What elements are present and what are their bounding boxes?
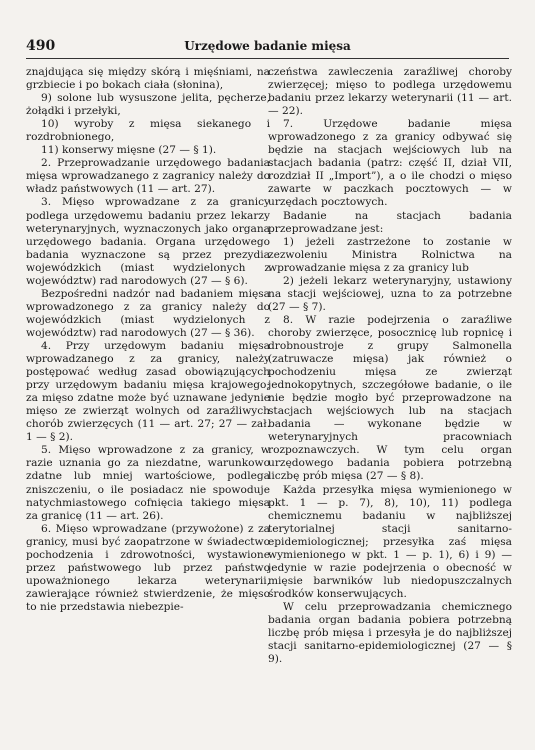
paragraph: Każda przesyłka mięsa wymienionego w pkt. 1 — p. 7), 8), 10), 11) podlega chemicznemu badaniu w najbliższej terytorialnej stacji sanitarno-epidemiologicznej; przesyłka zaś mięsa wymienionego w pkt. 1 — p. 1), 6) i 9) — jedynie w razie podejrzenia o obecność w mięsie barwników lub niedopuszczalnych środków konserwujących. (268, 483, 512, 600)
paragraph: czeństwa zawleczenia zaraźliwej choroby zwierzęcej; mięso to podlega urzędowemu badaniu przez lekarzy weterynarii (11 — art. — 22). (268, 66, 512, 118)
paragraph: 6. Mięso wprowadzane (przywożone) z za granicy, musi być zaopatrzone w świadectwo pochodzenia i zdrowotności, wystawione przez państwowego lub przez państwo upoważnionego lekarza weterynarii, zawierające również stwierdzenie, że mięso to nie przedstawia niebezpie- (26, 522, 270, 613)
paragraph: 7. Urzędowe badanie mięsa wprowadzonego z za granicy odbywać się będzie na stacjach wejściowych lub na stacjach badania (patrz: część II, dział VII, rozdział II „Import”), a o ile chodzi o mięso zawarte w paczkach pocztowych — w urzędach pocztowych. (268, 118, 512, 209)
page-number: 490 (26, 38, 56, 54)
page-header (26, 38, 509, 56)
paragraph: 8. W razie podejrzenia o zaraźliwe choroby zwierzęce, posocznicę lub ropnicę i drobnoustroje z grupy Salmonella (zatruwacze mięsa) jak również o pochodzeniu mięsa ze zwierząt jednokopytnych, szczegółowe badanie, o ile nie będzie mogło być przeprowadzone na stacjach wejściowych lub na stacjach badania — wykonane będzie w weterynaryjnych pracowniach rozpoznawczych. W tym celu organ urzędowego badania pobiera potrzebną liczbę prób mięsa (27 — § 8). (268, 313, 512, 483)
paragraph: 2) jeżeli lekarz weterynaryjny, ustawiony na stacji wejściowej, uzna to za potrzebne (27 — § 7). (268, 274, 512, 313)
paragraph: 5. Mięso wprowadzone z za granicy, w razie uznania go za niezdatne, warunkowo zdatne lub mniej wartościowe, podlega zniszczeniu, o ile posiadacz nie spowoduje natychmiastowego cofnięcia takiego mięsa za granicę (11 — art. 26). (26, 444, 270, 522)
paragraph: W celu przeprowadzania chemicznego badania organ badania pobiera potrzebną liczbę prób mięsa i przesyła je do najbliższej stacji sanitarno-epidemiologicznej (27 — § 9). (268, 600, 512, 666)
paragraph: 10) wyroby z mięsa siekanego i rozdrobnionego, (26, 118, 270, 144)
paragraph: 4. Przy urzędowym badaniu mięsa wprowadzanego z za granicy, należy postępować według zasad obowiązujących przy urzędowym badaniu mięsa krajowego; za mięso zdatne może być uznawane jedynie mięso ze zwierząt wolnych od zaraźliwych chorób zwierzęcych (11 — art. 27; 27 — zał. 1 — § 2). (26, 339, 270, 444)
paragraph: 1) jeżeli zastrzeżone to zostanie w zezwoleniu Ministra Rolnictwa na wprowadzanie mięsa z za granicy lub (268, 235, 512, 274)
paragraph: Bezpośredni nadzór nad badaniem mięsa wprowadzonego z za granicy należy do wojewódzkich (miast wydzielonych z województw) rad narodowych (27 — § 36). (26, 287, 270, 339)
paragraph: Badanie na stacjach badania przeprowadzane jest: (268, 209, 512, 235)
paragraph: 9) solone lub wysuszone jelita, pęcherze, żołądki i przełyki, (26, 92, 270, 118)
paragraph: 3. Mięso wprowadzane z za granicy podlega urzędowemu badaniu przez lekarzy weterynaryjnych, wyznaczonych jako organa urzędowego badania. Organa urzędowego badania wyznaczone są przez prezydia wojewódzkich (miast wydzielonych z województw) rad narodowych (27 — § 6). (26, 196, 270, 287)
left-column (26, 66, 270, 614)
right-column (268, 66, 512, 666)
header-rule (26, 58, 509, 59)
paragraph: znajdująca się między skórą i mięśniami, na grzbiecie i po bokach ciała (słonina), (26, 66, 270, 92)
paragraph: 2. Przeprowadzanie urzędowego badania mięsa wprowadzanego z zagranicy należy do władz państwowych (11 — art. 27). (26, 157, 270, 196)
paragraph: 11) konserwy mięsne (27 — § 1). (41, 144, 217, 157)
running-title: Urzędowe badanie mięsa (184, 39, 351, 53)
